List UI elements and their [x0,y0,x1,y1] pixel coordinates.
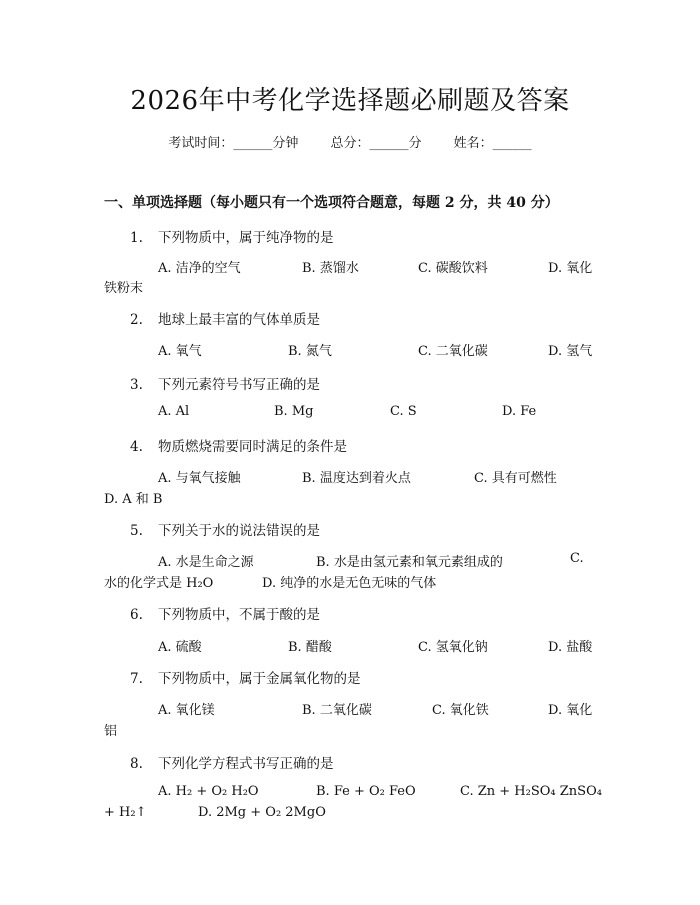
option-a: A. 与氧气接触 [158,471,241,486]
time-blank: ______分钟 [233,136,299,151]
option-b: B. 水是由氢元素和氧元素组成的 [316,555,503,570]
question-number: 5. [130,523,143,539]
option-a: A. H₂ + O₂ H₂O [158,784,259,799]
option-d-wrap: 铝 [104,724,118,739]
page-title: 2026年中考化学选择题必刷题及答案 [130,86,570,116]
question-text: 下列元素符号书写正确的是 [158,377,320,393]
option-b: B. Mg [274,404,314,419]
question-5 [130,519,320,539]
question-number: 4. [130,439,143,455]
option-a: A. 水是生命之源 [158,555,254,570]
option-c-wrap: 水的化学式是 H₂O [104,576,214,591]
option-d: D. Fe [502,404,537,419]
option-a: A. 硫酸 [158,640,202,655]
question-number: 3. [130,377,143,393]
question-number: 2. [130,312,143,328]
score-field [330,136,421,151]
option-a: A. 氧化镁 [158,703,215,718]
option-b: B. 二氧化碳 [302,703,372,718]
question-6 [130,603,320,623]
option-b: B. 温度达到着火点 [302,471,411,486]
option-b: B. 蒸馏水 [302,261,359,276]
option-d: D. 纯净的水是无色无味的气体 [262,576,437,591]
option-d: D. 氢气 [548,344,593,359]
name-field [454,136,532,151]
question-number: 1. [130,230,143,246]
question-number: 7. [130,671,143,687]
option-d: D. A 和 B [104,492,163,507]
question-number: 6. [130,607,143,623]
option-d: D. 氧化 [548,261,593,276]
question-7 [130,667,361,687]
option-c: C. [570,551,584,566]
question-4 [130,435,347,455]
time-field [168,136,298,151]
time-label: 考试时间： [168,136,234,151]
question-8 [130,752,334,772]
option-b: B. 氮气 [288,344,332,359]
option-a: A. Al [158,404,190,419]
option-b: B. 醋酸 [288,640,332,655]
option-c: C. 二氧化碳 [418,344,488,359]
option-a: A. 洁净的空气 [158,261,241,276]
score-label: 总分： [330,136,370,151]
name-label: 姓名： [453,136,493,151]
name-blank: ______ [492,136,532,151]
option-d-wrap: 铁粉末 [104,281,144,296]
question-text: 下列物质中，属于纯净物的是 [158,230,334,246]
question-text: 下列化学方程式书写正确的是 [158,756,334,772]
option-c-wrap: + H₂↑ [104,805,147,820]
question-2 [130,308,320,328]
option-c: C. 氢氧化钠 [418,640,488,655]
option-c: C. 具有可燃性 [474,471,557,486]
question-text: 下列关于水的说法错误的是 [158,523,320,539]
question-text: 下列物质中，不属于酸的是 [158,607,320,623]
exam-meta [0,132,700,151]
score-blank: ______分 [369,136,422,151]
option-c: C. 氧化铁 [432,703,489,718]
option-b: B. Fe + O₂ FeO [316,784,416,799]
question-1 [130,226,334,246]
option-d: D. 盐酸 [548,640,593,655]
question-3 [130,373,320,393]
option-a: A. 氧气 [158,344,202,359]
question-text: 物质燃烧需要同时满足的条件是 [158,439,347,455]
question-text: 下列物质中，属于金属氧化物的是 [158,671,361,687]
option-c: C. Zn + H₂SO₄ ZnSO₄ [460,784,602,799]
option-c: C. S [390,404,417,419]
question-text: 地球上最丰富的气体单质是 [158,312,320,328]
option-d: D. 氧化 [548,703,593,718]
section-title: 一、单项选择题（每小题只有一个选项符合题意，每题 2 分，共 40 分） [104,195,559,211]
option-d: D. 2Mg + O₂ 2MgO [198,805,326,820]
option-c: C. 碳酸饮料 [418,261,488,276]
question-number: 8. [130,756,143,772]
